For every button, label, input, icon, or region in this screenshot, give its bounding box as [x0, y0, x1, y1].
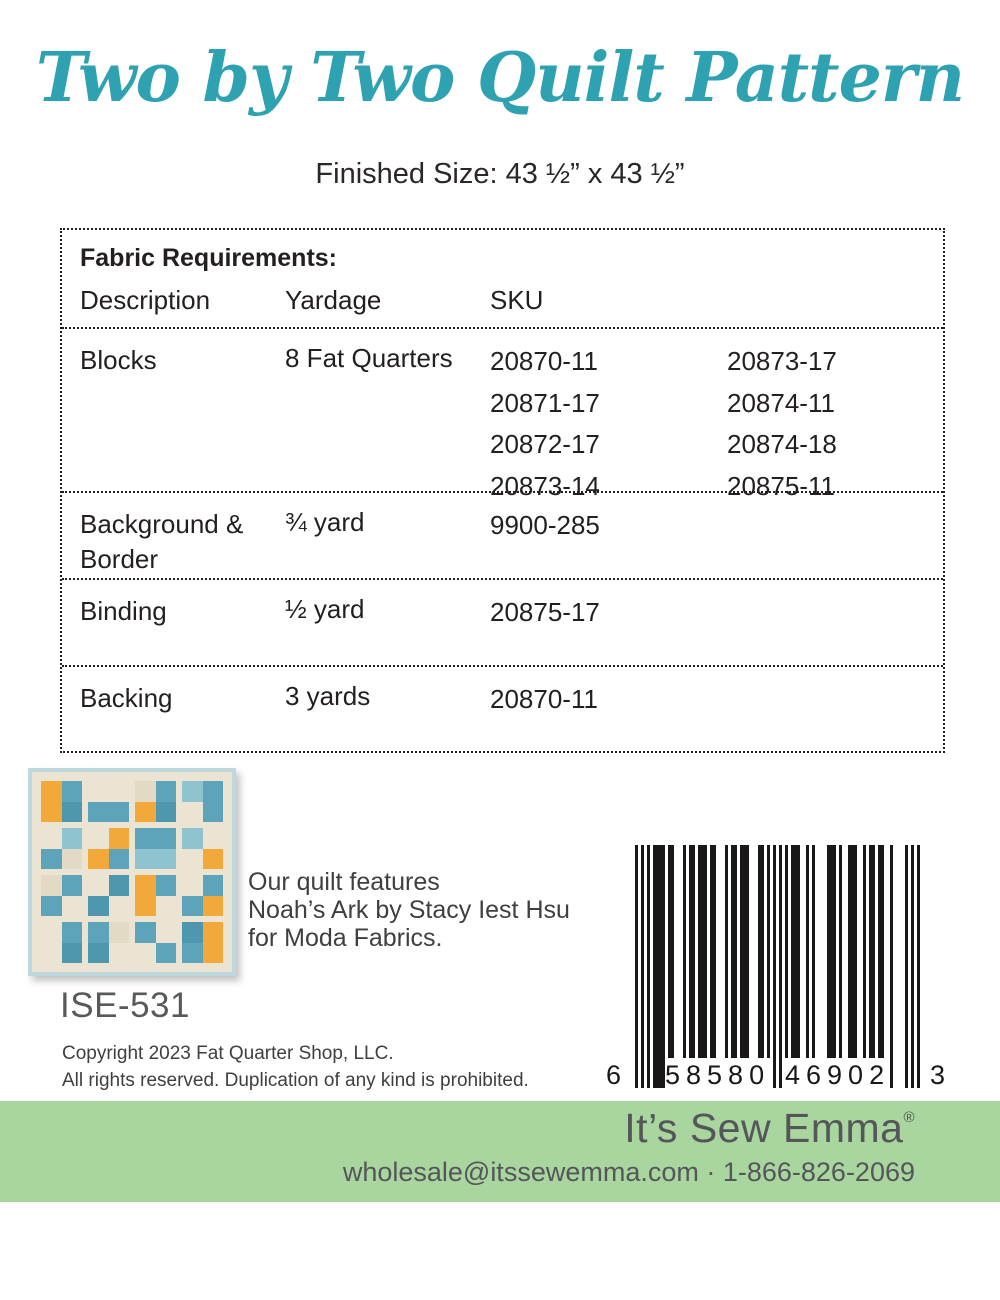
- quilt-patch: [109, 896, 130, 917]
- row-sku-list: [490, 341, 600, 507]
- quilt-patch: [182, 849, 203, 870]
- quilt-block: [135, 922, 176, 963]
- quilt-block: [182, 875, 223, 916]
- quilt-patch: [156, 875, 177, 896]
- quilt-patch: [62, 828, 83, 849]
- row-yardage: ¾ yard: [285, 507, 365, 537]
- quilt-block: [182, 922, 223, 963]
- quilt-patch: [62, 922, 83, 943]
- quilt-block: [88, 922, 129, 963]
- column-header-sku: SKU: [490, 285, 544, 315]
- quilt-patch: [203, 922, 224, 943]
- row-description: Blocks: [80, 345, 157, 375]
- quilt-patch: [41, 828, 62, 849]
- fabric-table-heading: Fabric Requirements:: [80, 244, 338, 272]
- column-header-yardage: Yardage: [285, 285, 382, 315]
- quilt-patch: [182, 828, 203, 849]
- quilt-patch: [135, 802, 156, 823]
- quilt-patch: [203, 849, 224, 870]
- barcode-digit-check: 3: [930, 1060, 946, 1090]
- quilt-patch: [203, 781, 224, 802]
- quilt-patch: [182, 781, 203, 802]
- registered-trademark-symbol: ®: [903, 1109, 915, 1126]
- sku-value: 20870-11: [490, 684, 598, 714]
- quilt-patch: [41, 802, 62, 823]
- fabric-row: [62, 665, 943, 751]
- row-description: Backing: [80, 683, 173, 713]
- quilt-block: [88, 781, 129, 822]
- fabric-requirements-table: [60, 228, 945, 753]
- quilt-patch: [109, 781, 130, 802]
- quilt-block: [41, 922, 82, 963]
- copyright-line: All rights reserved. Duplication of any kind is prohibited.: [62, 1070, 529, 1091]
- quilt-block: [135, 781, 176, 822]
- fabric-table-header: [62, 230, 943, 327]
- row-sku-list: [727, 341, 837, 507]
- sku-value: 20874-18: [727, 429, 837, 459]
- quilt-patch: [62, 781, 83, 802]
- footer-contact: wholesale@itssewemma.com · 1-866-826-2069: [342, 1157, 915, 1187]
- pattern-number: ISE-531: [60, 986, 190, 1025]
- footer-band: [0, 1101, 1000, 1202]
- fabric-row: [62, 491, 943, 578]
- copyright-block: [62, 1040, 529, 1094]
- quilt-patch-grid: [32, 772, 232, 972]
- quilt-block: [182, 781, 223, 822]
- barcode-digit-system: 6: [606, 1060, 622, 1090]
- quilt-patch: [182, 896, 203, 917]
- quilt-patch: [62, 875, 83, 896]
- sku-value: 20870-11: [490, 346, 598, 376]
- quilt-patch: [88, 802, 109, 823]
- quilt-patch: [109, 943, 130, 964]
- quilt-patch: [203, 828, 224, 849]
- quilt-note-line: Our quilt features: [248, 868, 440, 896]
- quilt-patch: [182, 922, 203, 943]
- quilt-patch: [62, 896, 83, 917]
- quilt-patch: [62, 943, 83, 964]
- quilt-patch: [88, 922, 109, 943]
- fabric-table-rows: [62, 327, 943, 751]
- quilt-patch: [135, 943, 156, 964]
- quilt-block: [88, 828, 129, 869]
- quilt-block: [182, 828, 223, 869]
- barcode-bar: [917, 845, 920, 1088]
- finished-size-text: Finished Size: 43 ½” x 43 ½”: [315, 158, 685, 190]
- sku-value: 20873-14: [490, 470, 600, 501]
- column-header-description: Description: [80, 285, 211, 315]
- brand-name: [624, 1105, 915, 1152]
- sku-value: 20874-11: [727, 387, 835, 418]
- quilt-feature-note: [248, 868, 570, 952]
- fabric-table-column-labels: [80, 285, 943, 323]
- barcode-bars: [635, 845, 920, 1088]
- sku-value: 20875-17: [490, 597, 600, 627]
- row-sku-list: [490, 505, 600, 547]
- fabric-row: [62, 578, 943, 665]
- row-description: Binding: [80, 596, 167, 626]
- quilt-block: [41, 875, 82, 916]
- copyright-line: Copyright 2023 Fat Quarter Shop, LLC.: [62, 1043, 394, 1064]
- quilt-block: [88, 875, 129, 916]
- barcode-digit-group1: 58580: [665, 1060, 771, 1090]
- page-title: Two by Two Quilt Pattern: [35, 38, 965, 118]
- quilt-patch: [88, 875, 109, 896]
- quilt-patch: [182, 802, 203, 823]
- quilt-photo: [28, 768, 236, 976]
- sku-value: 20875-11: [727, 470, 835, 501]
- quilt-patch: [135, 849, 156, 870]
- row-yardage: 8 Fat Quarters: [285, 343, 453, 373]
- quilt-patch: [109, 875, 130, 896]
- quilt-patch: [88, 896, 109, 917]
- quilt-block: [135, 828, 176, 869]
- quilt-patch: [156, 781, 177, 802]
- quilt-patch: [88, 943, 109, 964]
- quilt-patch: [41, 781, 62, 802]
- quilt-patch: [41, 943, 62, 964]
- quilt-patch: [41, 875, 62, 896]
- sku-value: 9900-285: [490, 510, 600, 540]
- sku-value: 20871-17: [490, 387, 600, 418]
- quilt-patch: [88, 828, 109, 849]
- quilt-block: [41, 781, 82, 822]
- quilt-patch: [135, 781, 156, 802]
- quilt-note-line: for Moda Fabrics.: [248, 924, 443, 952]
- quilt-patch: [135, 875, 156, 896]
- barcode-digit-group2: 46902: [785, 1060, 891, 1090]
- quilt-patch: [156, 943, 177, 964]
- upc-barcode: [600, 845, 950, 1091]
- quilt-patch: [62, 849, 83, 870]
- brand-text: It’s Sew Emma: [624, 1105, 904, 1151]
- row-sku-list: [490, 592, 600, 634]
- quilt-block: [135, 875, 176, 916]
- quilt-patch: [156, 802, 177, 823]
- quilt-patch: [109, 849, 130, 870]
- quilt-patch: [41, 849, 62, 870]
- quilt-patch: [41, 922, 62, 943]
- quilt-patch: [203, 943, 224, 964]
- quilt-patch: [135, 896, 156, 917]
- quilt-patch: [156, 922, 177, 943]
- quilt-patch: [203, 896, 224, 917]
- quilt-patch: [203, 802, 224, 823]
- fabric-row: [62, 327, 943, 501]
- quilt-patch: [182, 943, 203, 964]
- quilt-patch: [156, 896, 177, 917]
- quilt-patch: [109, 922, 130, 943]
- quilt-patch: [182, 875, 203, 896]
- quilt-patch: [88, 781, 109, 802]
- quilt-patch: [109, 828, 130, 849]
- quilt-patch: [135, 922, 156, 943]
- quilt-patch: [156, 828, 177, 849]
- quilt-patch: [41, 896, 62, 917]
- quilt-patch: [156, 849, 177, 870]
- quilt-patch: [88, 849, 109, 870]
- quilt-patch: [109, 802, 130, 823]
- sku-value: 20873-17: [727, 346, 837, 376]
- sku-value: 20872-17: [490, 429, 600, 459]
- quilt-patch: [135, 828, 156, 849]
- row-description: Background & Border: [80, 509, 244, 574]
- quilt-patch: [203, 875, 224, 896]
- quilt-block: [41, 828, 82, 869]
- quilt-patch: [62, 802, 83, 823]
- row-yardage: ½ yard: [285, 594, 365, 624]
- row-yardage: 3 yards: [285, 681, 371, 711]
- row-sku-list: [490, 679, 598, 721]
- quilt-note-line: Noah’s Ark by Stacy Iest Hsu: [248, 896, 570, 924]
